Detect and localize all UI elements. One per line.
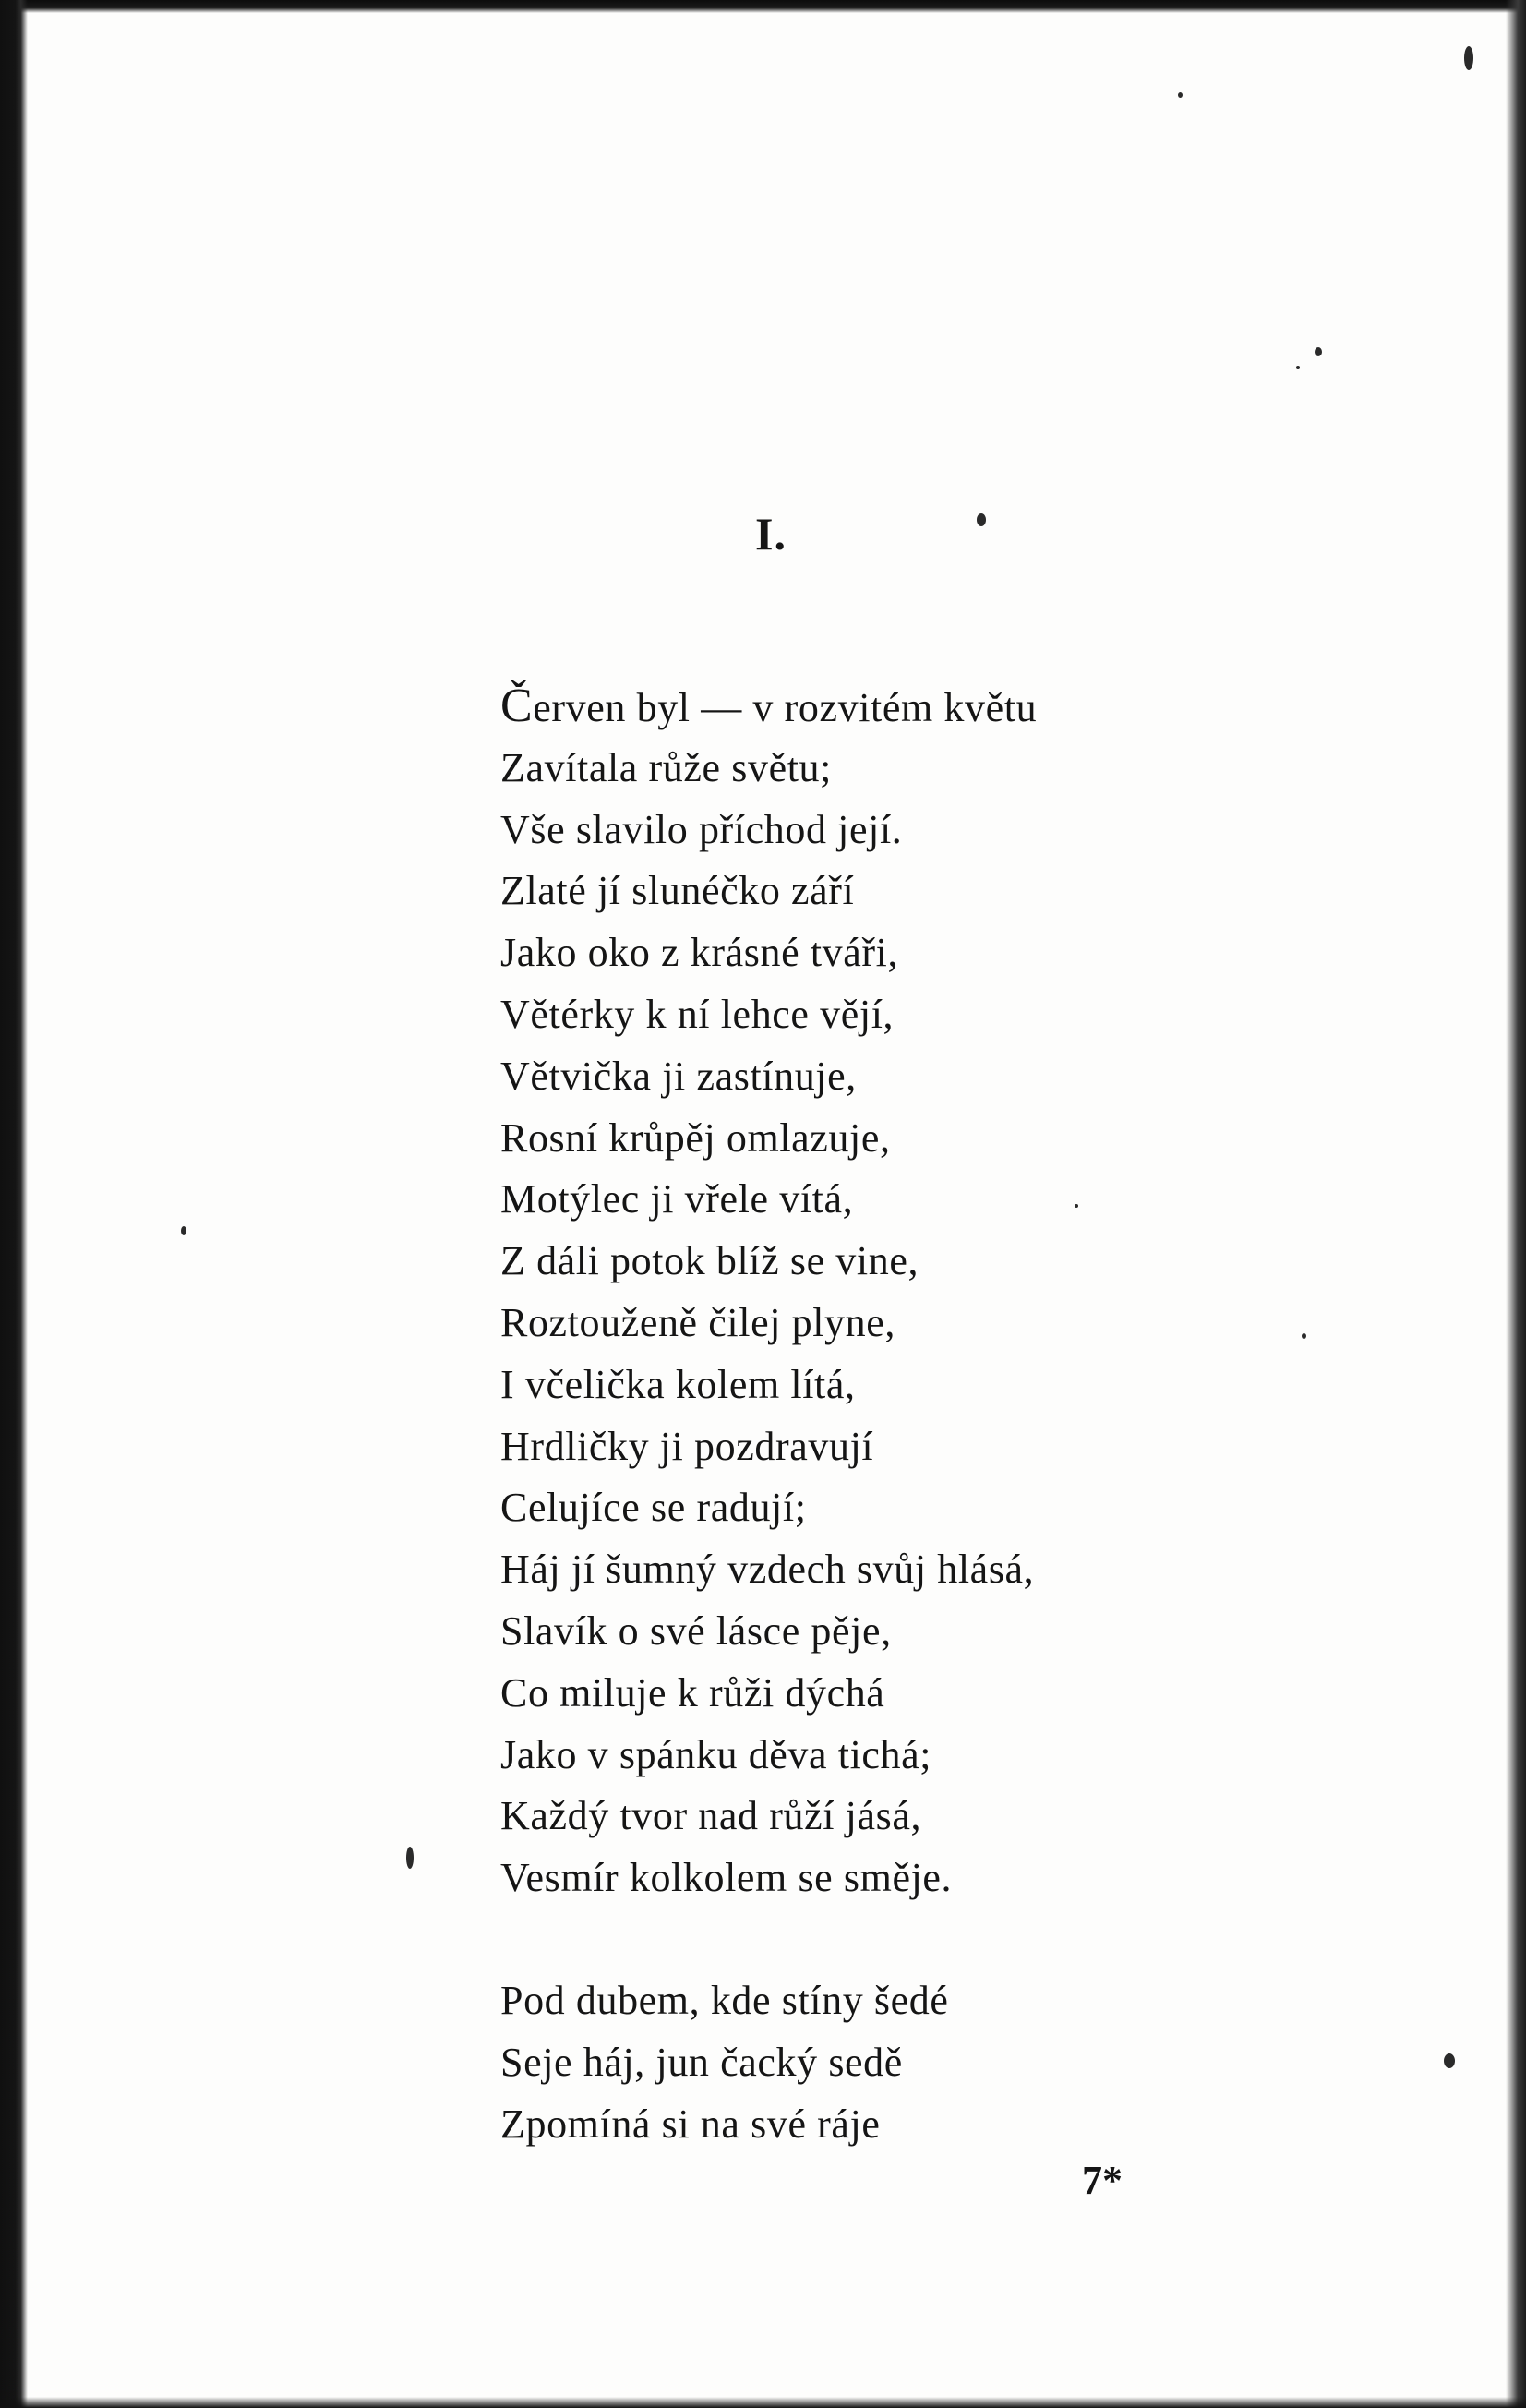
- scan-speck: [1315, 347, 1322, 356]
- verse-line: Seje háj, jun čacký sedě: [500, 2039, 903, 2085]
- scan-speck: [1075, 1204, 1078, 1208]
- verse-line: Z dáli potok blíž se vine,: [500, 1238, 919, 1284]
- scan-speck: [1444, 2053, 1455, 2068]
- scan-edge-bottom: [0, 2397, 1526, 2408]
- scan-speck: [977, 513, 986, 526]
- verse-line: Háj jí šumný vzdech svůj hlásá,: [500, 1547, 1035, 1593]
- verse-line: Zlaté jí slunéčko září: [500, 868, 855, 914]
- scan-speck: [1178, 92, 1183, 98]
- verse-line: Zavítala růže světu;: [500, 744, 832, 790]
- scan-speck: [1296, 366, 1300, 369]
- verse-line: Jako oko z krásné tváři,: [500, 930, 899, 976]
- scan-edge-right: [1506, 0, 1526, 2408]
- verse-line: Hrdličky ji pozdravují: [500, 1423, 874, 1469]
- scan-edge-top: [0, 0, 1526, 13]
- verse-line: Jako v spánku děva tichá;: [500, 1731, 932, 1777]
- verse-line: Vše slavilo příchod její.: [500, 806, 903, 852]
- verse-line: Celujíce se radují;: [500, 1485, 807, 1531]
- verse-line: Co miluje k růži dýchá: [500, 1669, 885, 1716]
- verse-line: Větérky k ní lehce vějí,: [500, 991, 895, 1037]
- scan-edge-left: [0, 0, 28, 2408]
- scan-speck: [406, 1847, 414, 1869]
- verse-line: Vesmír kolkolem se směje.: [500, 1855, 953, 1901]
- verse-line: Slavík o své lásce pěje,: [500, 1607, 892, 1654]
- verse-line: I včelička kolem lítá,: [500, 1361, 856, 1407]
- verse-line: Pod dubem, kde stíny šedé: [500, 1978, 949, 2023]
- scan-speck: [181, 1226, 186, 1235]
- verse-line: Rosní krůpěj omlazuje,: [500, 1114, 891, 1161]
- verse-line: Zpomíná si na své ráje: [500, 2101, 881, 2147]
- verse-line: Červen byl — v rozvitém květu: [500, 680, 1038, 732]
- stanza-1: [500, 676, 1037, 1909]
- scan-speck: [1464, 46, 1473, 70]
- verse-line: Roztouženě čilej plyne,: [500, 1299, 895, 1345]
- chapter-number: I.: [755, 508, 787, 560]
- verse-line: Motýlec ji vřele vítá,: [500, 1176, 854, 1222]
- verse-line: Každý tvor nad růží jásá,: [500, 1793, 922, 1839]
- verse-line: Větvička ji zastínuje,: [500, 1053, 857, 1099]
- stanza-2: [500, 1970, 949, 2155]
- scan-speck: [1302, 1333, 1306, 1339]
- page-number: 7*: [1082, 2158, 1123, 2203]
